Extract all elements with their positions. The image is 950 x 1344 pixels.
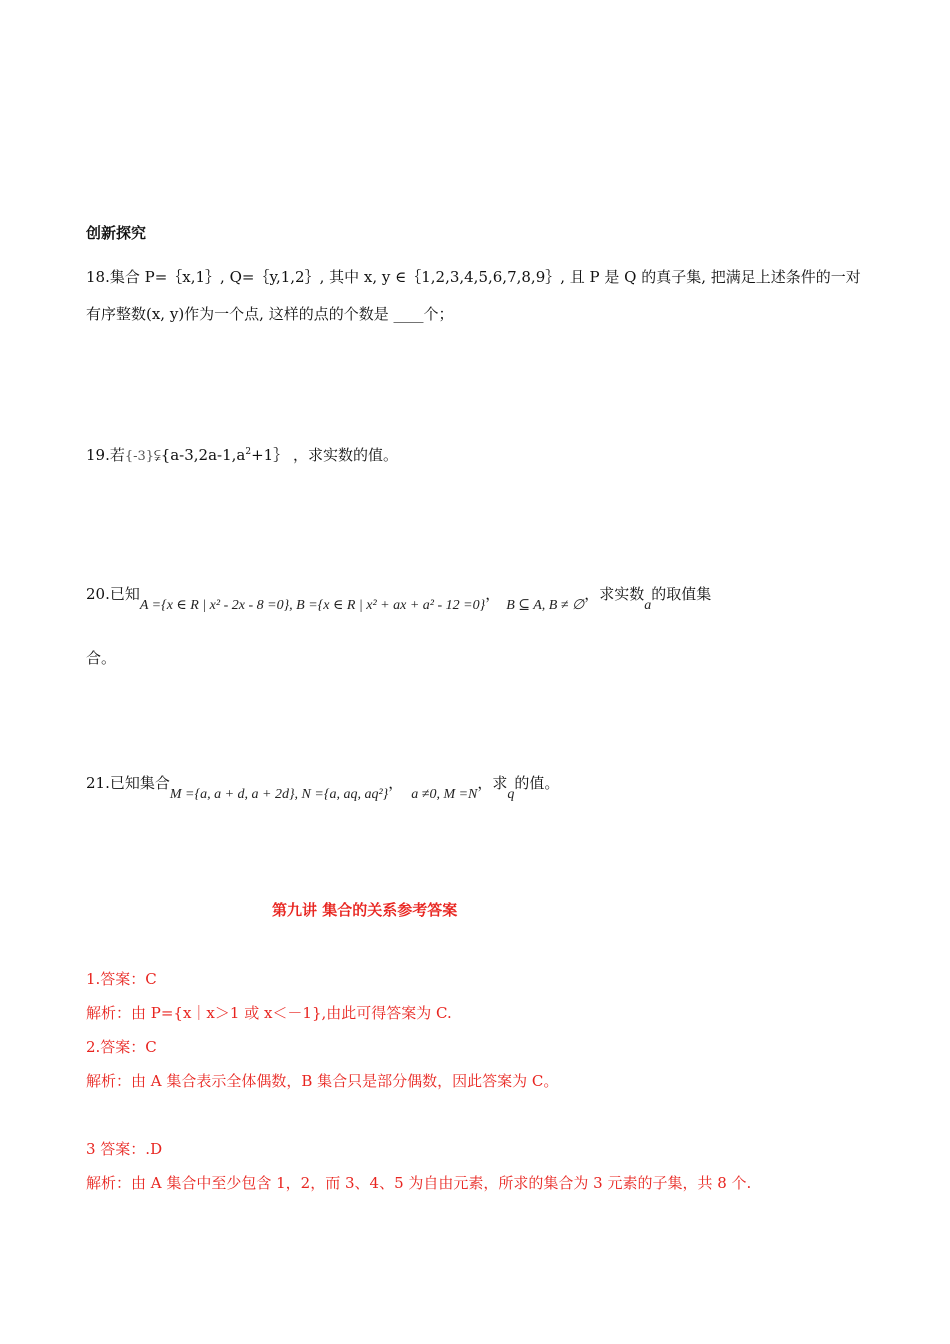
question-20-line-2: 合。 [86, 649, 117, 667]
question-19-set-b-end: +1｝ [251, 446, 289, 464]
question-19 [86, 444, 398, 465]
question-21-suffix: 的值。 [514, 774, 560, 792]
question-20-equation-sets: A ={x ∈ R | x² - 2x - 8 =0}, B ={x ∈ R | x² + ax + a² - 12 =0} [139, 598, 486, 613]
question-20-mid: ，求实数 [584, 585, 645, 603]
answer-2-explanation: 解析：由 A 集合表示全体偶数，B 集合只是部分偶数，因此答案为 C。 [86, 1072, 559, 1090]
answer-2-label: 2.答案：C [86, 1038, 157, 1056]
question-19-exponent: 2 [245, 447, 252, 457]
question-21-equation-condition: a ≠0, M =N [411, 787, 478, 802]
question-20-line-1 [86, 583, 712, 613]
question-19-suffix: ，求实数的值。 [288, 446, 399, 464]
question-20-prefix: 20.已知 [86, 585, 140, 603]
answer-1-label: 1.答案：C [86, 970, 157, 988]
question-20-variable: a [644, 598, 652, 613]
answer-3-label: 3 答案：.D [86, 1140, 163, 1158]
question-20-comma: ， [485, 585, 501, 603]
question-21-equation-sets: M ={a, a + d, a + 2d}, N ={a, aq, aq²} [169, 787, 389, 802]
question-20-equation-condition: B ⊆ A, B ≠ ∅ [506, 598, 585, 613]
answer-3-explanation: 解析：由 A 集合中至少包含 1，2，而 3、4、5 为自由元素，所求的集合为 3 元素的子集，共 8 个. [86, 1174, 752, 1192]
answer-section-title: 第九讲 集合的关系参考答案 [272, 901, 458, 919]
question-19-set-a: {-3} [124, 449, 155, 464]
question-20-suffix: 的取值集 [651, 585, 712, 603]
question-19-prefix: 19.若 [86, 446, 125, 464]
question-19-set-b: {a-3,2a-1,a [160, 446, 246, 464]
question-21-variable: q [507, 787, 515, 802]
question-21-comma: ， [388, 774, 404, 792]
section-title: 创新探究 [86, 224, 147, 242]
proper-subset-symbol: ⫋ [154, 446, 161, 464]
question-21-mid: ，求 [477, 774, 508, 792]
answer-1-explanation: 解析：由 P={x｜x＞1 或 x＜－1},由此可得答案为 C. [86, 1004, 452, 1022]
question-18-line-2: 有序整数(x, y)作为一个点, 这样的点的个数是 ____个； [86, 305, 454, 323]
question-18-line-1: 18.集合 P=｛x,1｝, Q=｛y,1,2｝, 其中 x, y ∈｛1,2,3,4,5,6,7,8,9｝, 且 P 是 Q 的真子集, 把满足上述条件的一对 [86, 268, 861, 286]
question-21 [86, 772, 560, 802]
question-21-prefix: 21.已知集合 [86, 774, 170, 792]
